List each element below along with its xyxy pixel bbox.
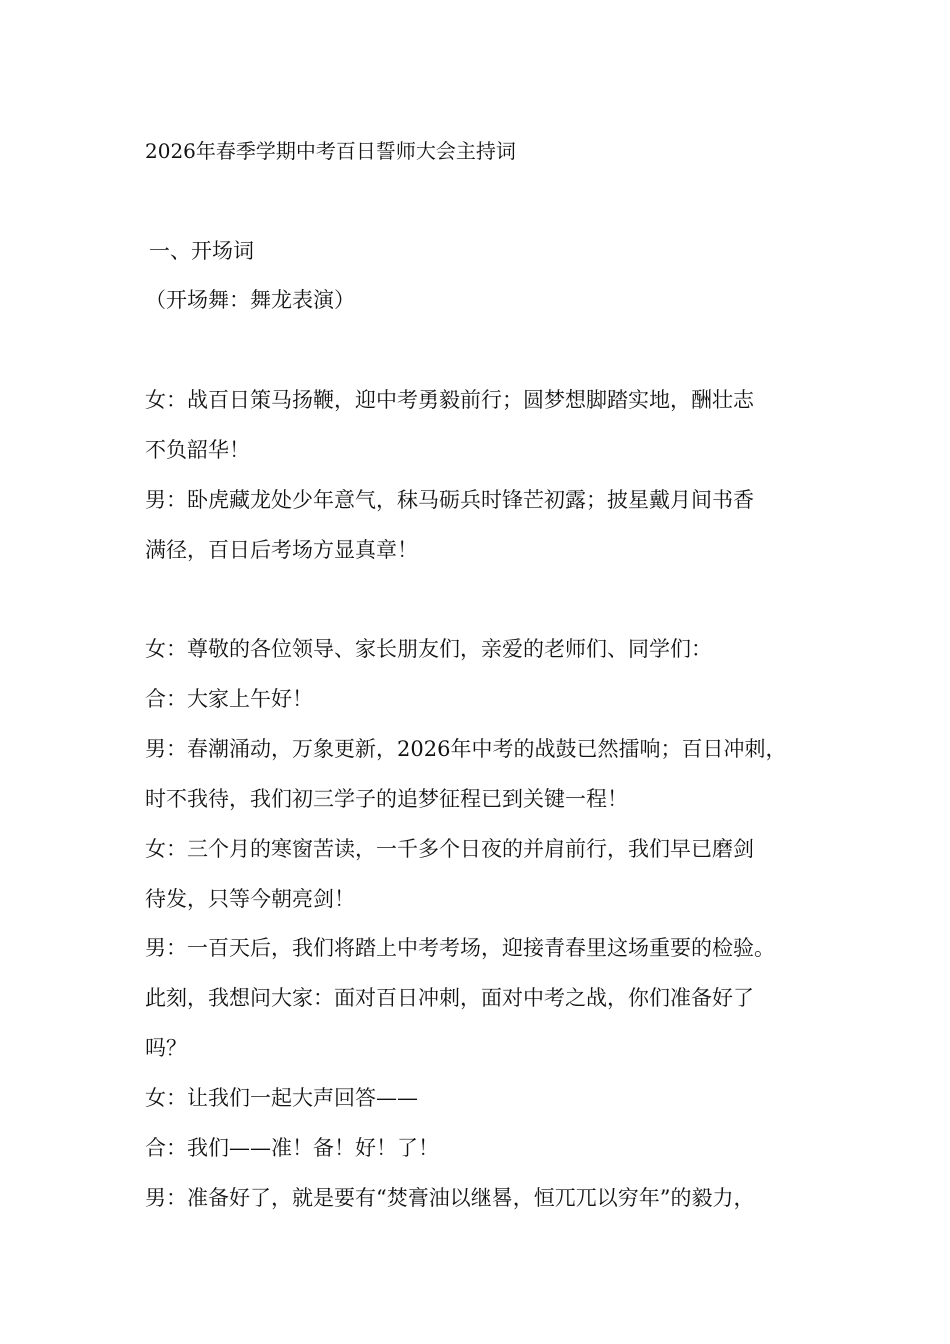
script-line: 男：卧虎藏龙处少年意气，秣马砺兵时锋芒初露；披星戴月间书香 <box>145 488 754 512</box>
script-line: 吗？ <box>145 1036 187 1060</box>
script-line: 满径，百日后考场方显真章！ <box>145 538 418 562</box>
stage-note: （开场舞：舞龙表演） <box>145 288 355 312</box>
script-line: 男：春潮涌动，万象更新，2026年中考的战鼓已然擂响；百日冲刺， <box>145 737 787 761</box>
script-line: 女：尊敬的各位领导、家长朋友们，亲爱的老师们、同学们： <box>145 637 712 661</box>
document-title: 2026年春季学期中考百日誓师大会主持词 <box>145 139 516 163</box>
script-line: 合：大家上午好！ <box>145 687 313 711</box>
script-line: 女：战百日策马扬鞭，迎中考勇毅前行；圆梦想脚踏实地，酬壮志 <box>145 388 754 412</box>
script-line: 不负韶华！ <box>145 438 250 462</box>
script-line: 合：我们——准！备！好！了！ <box>145 1136 439 1160</box>
script-line: 待发，只等今朝亮剑！ <box>145 887 355 911</box>
script-line: 女：三个月的寒窗苦读，一千多个日夜的并肩前行，我们早已磨剑 <box>145 837 754 861</box>
script-line: 女：让我们一起大声回答—— <box>145 1086 418 1110</box>
script-line: 此刻，我想问大家：面对百日冲刺，面对中考之战，你们准备好了 <box>145 986 754 1010</box>
script-line: 男：一百天后，我们将踏上中考考场，迎接青春里这场重要的检验。 <box>145 936 775 960</box>
script-line: 男：准备好了，就是要有“焚膏油以继晷，恒兀兀以穷年”的毅力， <box>145 1186 755 1210</box>
section-heading: 一、开场词 <box>149 239 254 263</box>
script-line: 时不我待，我们初三学子的追梦征程已到关键一程！ <box>145 787 628 811</box>
